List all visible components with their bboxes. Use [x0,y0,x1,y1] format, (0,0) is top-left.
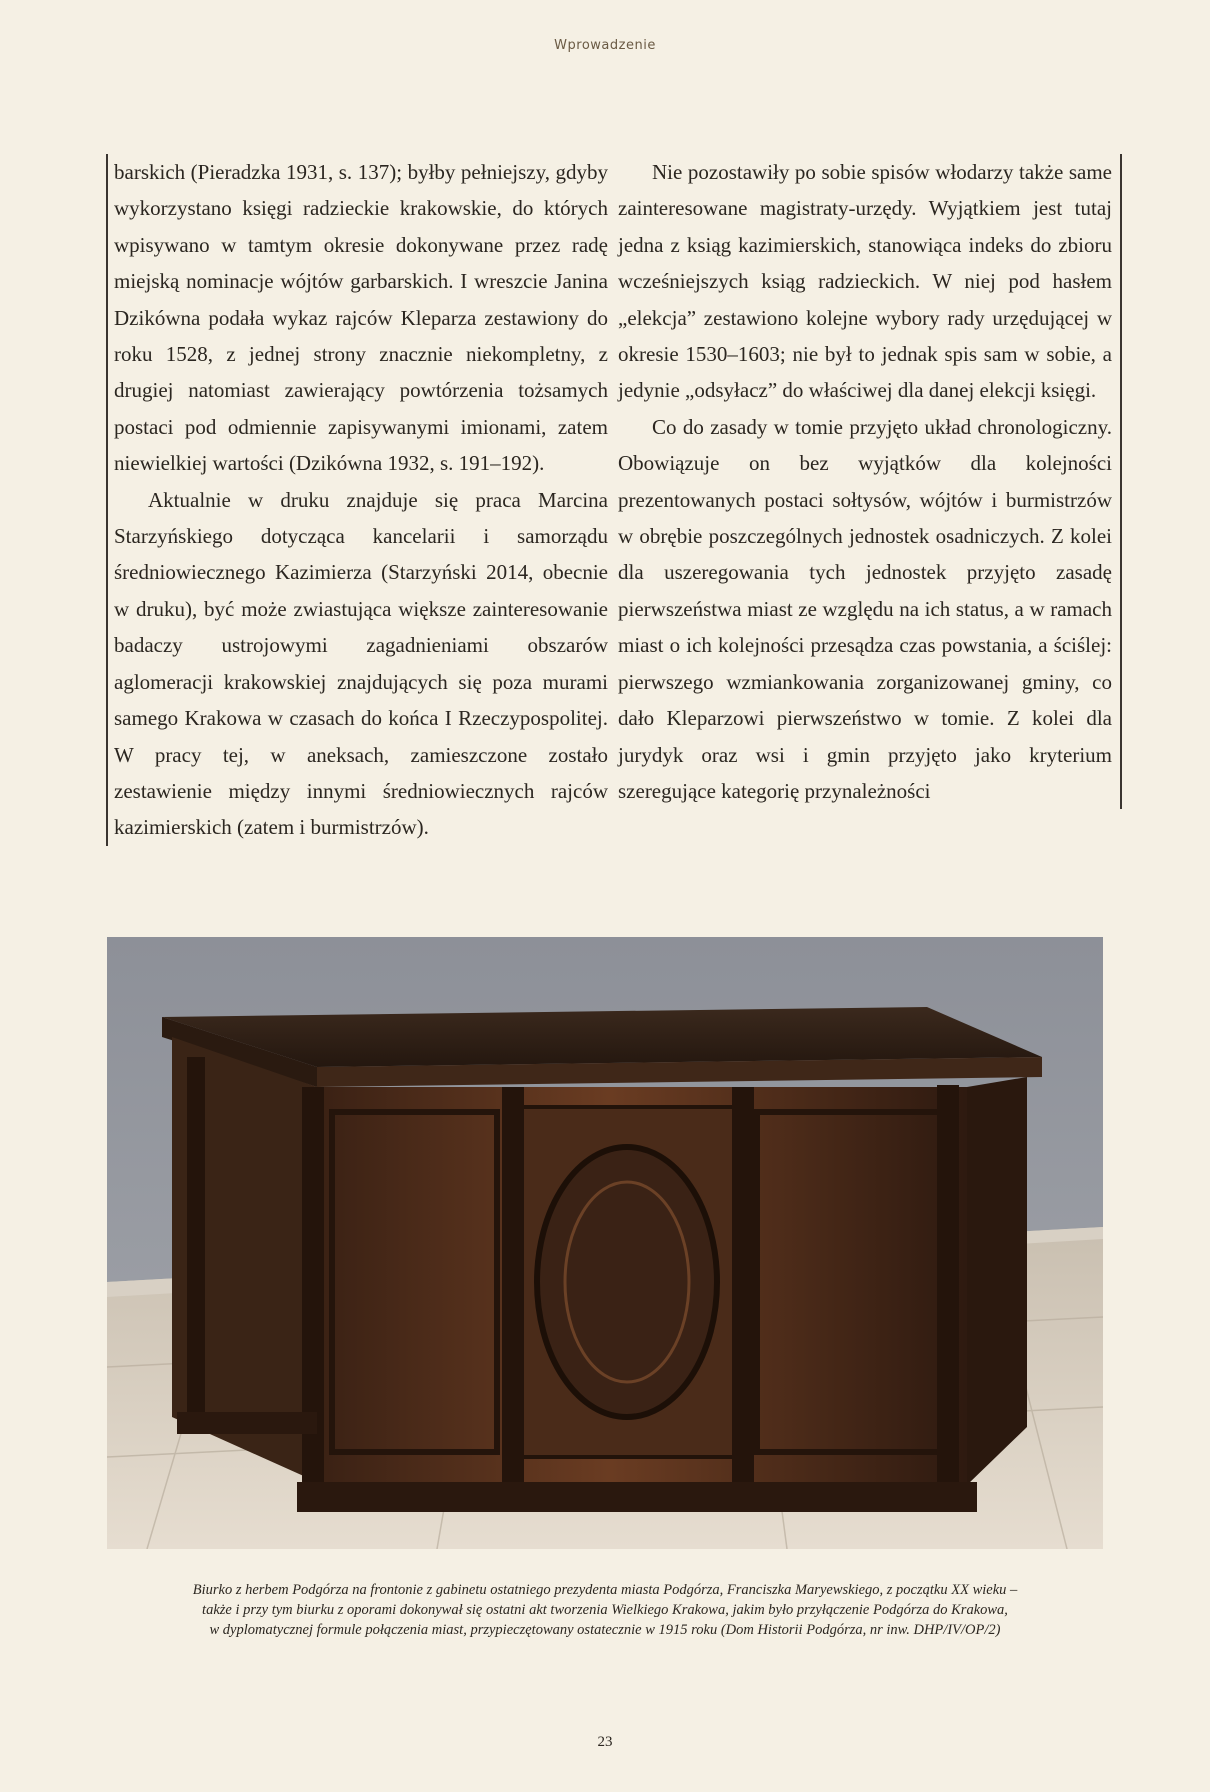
caption-line-2: także i przy tym biurku z oporami dokonywał się ostatni akt tworzenia Wielkiego Krakowa, jakim było przyłączenie Podgórza do Krakowa, [202,1602,1008,1618]
right-text-column [618,154,1122,809]
page-number: 23 [597,1734,613,1750]
right-paragraph-2: Co do zasady w tomie przyjęto układ chronologiczny. Obowiązuje on bez wyjątków dla kolejności prezentowanych postaci sołtysów, wójtów i burmistrzów w obrębie poszczególnych jednostek osadniczych. Z kolei dla uszeregowania tych jednostek przyjęto zasadę pierwszeństwa miast ze względu na ich status, a w ramach miast o ich kolejności przesądza czas powstania, a ściślej: pierwszego wzmiankowania zorganizowanej gminy, co dało Kleparzowi pierwszeństwo w tomie. Z kolei dla jurydyk oraz wsi i gmin przyjęto jako kryterium szeregujące kategorię przynależności [618,414,1112,803]
caption-line-3: w dyplomatycznej formule połączenia miast, przypieczętowany ostatecznie w 1915 roku (Dom Historii Podgórza, nr inw. DHP/IV/OP/2) [209,1622,1001,1638]
caption-line-1: Biurko z herbem Podgórza na frontonie z gabinetu ostatniego prezydenta miasta Podgórza, Franciszka Maryewskiego, z początku XX wieku – [192,1582,1018,1598]
desk-photograph [107,937,1103,1549]
figure-caption [107,1580,1103,1640]
left-text-column [106,154,608,846]
desk-illustration [107,937,1103,1549]
right-paragraph-1: Nie pozostawiły po sobie spisów włodarzy także same zainteresowane magistraty-urzędy. Wyjątkiem jest tutaj jedna z ksiąg kazimierskich, stanowiąca indeks do zbioru wcześniejszych ksiąg radzieckich. W niej pod hasłem „elekcja” zestawiono kolejne wybory rady urzędującej w okresie 1530–1603; nie był to jednak spis sam w sobie, a jedynie „odsyłacz” do właściwej dla danej elekcji księgi. [618,160,1112,403]
left-paragraph-1: barskich (Pieradzka 1931, s. 137); byłby pełniejszy, gdyby wykorzystano księgi radzieckie krakowskie, do których wpisywano w tamtym okresie dokonywane przez radę miejską nominacje wójtów garbarskich. I wreszcie Janina Dzikówna podała wykaz rajców Kleparza zestawiony do roku 1528, z jednej strony znacznie niekompletny, z drugiej natomiast zawierający powtórzenia tożsamych postaci pod odmiennie zapisywanymi imionami, zatem niewielkiej wartości (Dzikówna 1932, s. 191–192). [114,160,608,476]
running-header: Wprowadzenie [554,38,656,53]
left-paragraph-2: Aktualnie w druku znajduje się praca Marcina Starzyńskiego dotycząca kancelarii i samorządu średniowiecznego Kazimierza (Starzyński 2014, obecnie w druku), być może zwiastująca większe zainteresowanie badaczy ustrojowymi zagadnieniami obszarów aglomeracji krakowskiej znajdujących się poza murami samego Krakowa w czasach do końca I Rzeczypospolitej. W pracy tej, w aneksach, zamieszczone zostało zestawienie między innymi średniowiecznych rajców kazimierskich (zatem i burmistrzów). [114,487,608,840]
